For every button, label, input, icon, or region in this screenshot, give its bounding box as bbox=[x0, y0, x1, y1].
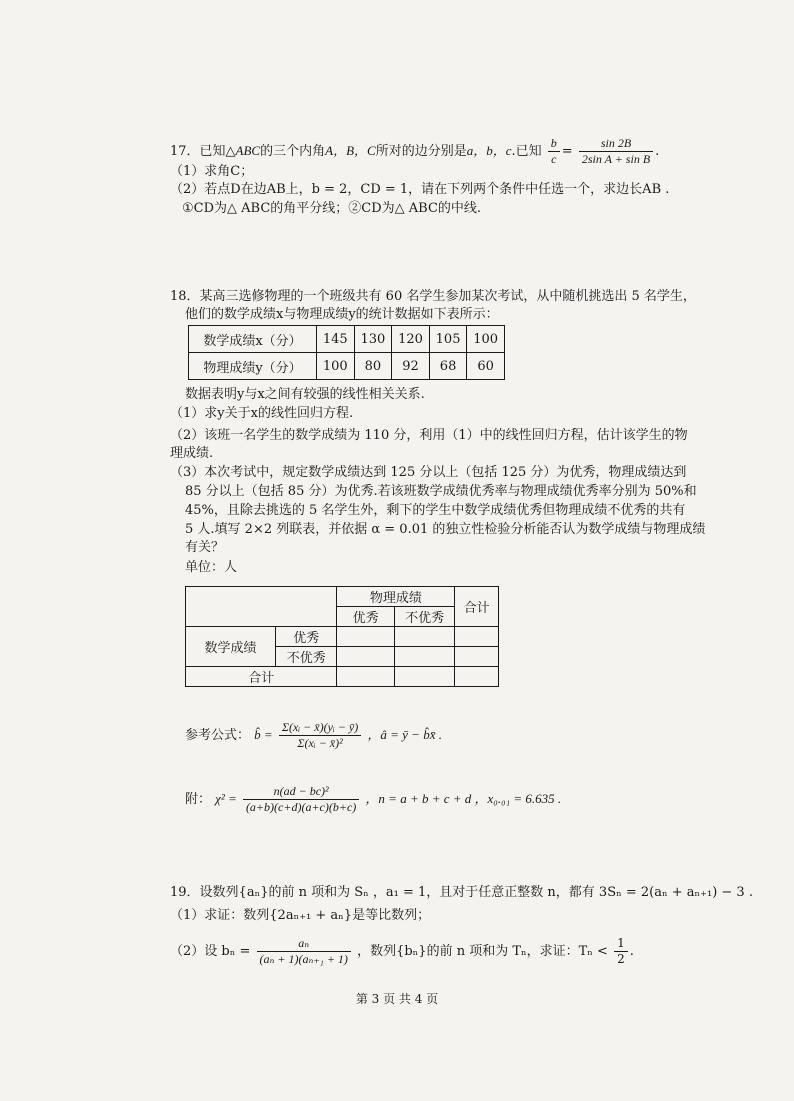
table-row-not-excellent: 不优秀 bbox=[276, 647, 337, 667]
blank-cell[interactable] bbox=[455, 647, 499, 667]
q17-stem: 17．已知△ABC的三个内角A，B，C所对的边分别是a，b，c.已知 $\frac{b}{c}$ = $\frac{\sin 2B}{\text{2sin A + sin B}}$ . bbox=[170, 136, 660, 166]
q18-stem-line1: 18．某高三选修物理的一个班级共有 60 名学生参加某次考试，从中随机挑选出 5 名学生， bbox=[170, 289, 696, 304]
blank-cell[interactable] bbox=[394, 667, 454, 687]
blank-cell[interactable] bbox=[394, 627, 454, 647]
q19-part1: （1）求证：数列{2aₙ₊₁ + aₙ}是等比数列； bbox=[170, 908, 431, 923]
table-cell: 130 bbox=[354, 326, 392, 353]
table-header-total: 合计 bbox=[455, 587, 499, 627]
q18-unit: 单位：人 bbox=[185, 560, 238, 575]
q18-reference-formula: 参考公式： b̂ = $\frac{\text{Σ(xᵢ − x̄)(yᵢ − ȳ)}}{\text{Σ(xᵢ − x̄)²}}$ ，â = ȳ − b̂x̄ . bbox=[185, 720, 442, 750]
table-row-label-math: 数学成绩x（分） bbox=[189, 326, 317, 353]
table-cell: 105 bbox=[429, 326, 467, 353]
table-header-physics: 物理成绩 bbox=[337, 587, 455, 607]
q18-part1: （1）求y关于x的线性回归方程. bbox=[170, 406, 354, 421]
q18-part3-line3: 45%，且除去挑选的 5 名学生外，剩下的学生中数学成绩优秀但物理成绩不优秀的共有 bbox=[185, 503, 686, 518]
q18-part3-line5: 有关？ bbox=[185, 540, 225, 555]
table-row-header-math: 数学成绩 bbox=[186, 627, 276, 667]
q18-note: 数据表明y与x之间有较强的线性相关关系. bbox=[185, 387, 425, 402]
q19-part2: （2）设 bₙ = $\frac{\text{aₙ}}{\text{(aₙ + 1)(aₙ₊₁ + 1)}}$ ，数列{bₙ}的前 n 项和为 Tₙ，求证：Tₙ < $\frac{1}{2}$ . bbox=[170, 936, 634, 966]
table-cell: 60 bbox=[467, 353, 505, 380]
q18-part2-line1: （2）该班一名学生的数学成绩为 110 分，利用（1）中的线性回归方程，估计该学生的物 bbox=[170, 428, 688, 443]
blank-cell[interactable] bbox=[337, 627, 394, 647]
q17-part1: （1）求角C； bbox=[170, 164, 254, 179]
blank-cell[interactable] bbox=[337, 647, 394, 667]
blank-cell[interactable] bbox=[337, 667, 394, 687]
table-header-not-excellent: 不优秀 bbox=[394, 607, 454, 627]
table-cell: 100 bbox=[317, 353, 355, 380]
q17-options: ①CD为△ ABC的角平分线；②CD为△ ABC的中线. bbox=[182, 201, 482, 216]
q18-part2-line2: 理成绩. bbox=[170, 446, 214, 461]
q17-part2: （2）若点D在边AB上，b = 2，CD = 1，请在下列两个条件中任选一个，求边长AB . bbox=[170, 182, 670, 197]
blank-cell[interactable] bbox=[455, 667, 499, 687]
blank-cell[interactable] bbox=[455, 627, 499, 647]
q18-part3-line2: 85 分以上（包括 85 分）为优秀.若该班数学成绩优秀率与物理成绩优秀率分别为 50%和 bbox=[185, 484, 697, 499]
table-cell: 120 bbox=[392, 326, 430, 353]
table-cell: 80 bbox=[354, 353, 392, 380]
table-row-total: 合计 bbox=[186, 667, 337, 687]
bn-fraction: $\frac{\text{aₙ}}{\text{(aₙ + 1)(aₙ₊₁ + 1)}}$ bbox=[257, 936, 351, 967]
q18-part3-line1: （3）本次考试中，规定数学成绩达到 125 分以上（包括 125 分）为优秀，物理成绩达到 bbox=[170, 465, 687, 480]
one-half-fraction: $\frac{1}{2}$ bbox=[614, 936, 628, 967]
chi-square-fraction: $\frac{\text{n(ad − bc)²}}{(a+b)(c+d)(a+c)(b+c)}$ bbox=[243, 784, 359, 815]
regression-slope-fraction: $\frac{\text{Σ(xᵢ − x̄)(yᵢ − ȳ)}}{\text{Σ(xᵢ − x̄)²}}$ bbox=[279, 720, 361, 751]
q17-fraction-sin: $\frac{\sin 2B}{\text{2sin A + sin B}}$ bbox=[579, 136, 653, 167]
table-header-excellent: 优秀 bbox=[337, 607, 394, 627]
table-corner-cell bbox=[186, 587, 337, 627]
table-cell: 68 bbox=[429, 353, 467, 380]
q19-stem: 19．设数列{aₙ}的前 n 项和为 Sₙ ，a₁ = 1，且对于任意正整数 n，都有 3Sₙ = 2(aₙ + aₙ₊₁) − 3 . bbox=[170, 885, 753, 900]
q18-chi-formula: 附： χ² = $\frac{\text{n(ad − bc)²}}{(a+b)(c+d)(a+c)(b+c)}$ ，n = a + b + c + d ，x₀.₀₁ = 6.635 . bbox=[185, 784, 562, 814]
table-row-label-physics: 物理成绩y（分） bbox=[189, 353, 317, 380]
table-cell: 92 bbox=[392, 353, 430, 380]
q18-stem-line2: 他们的数学成绩x与物理成绩y的统计数据如下表所示： bbox=[185, 307, 499, 322]
table-row-excellent: 优秀 bbox=[276, 627, 337, 647]
table-cell: 100 bbox=[467, 326, 505, 353]
table-cell: 145 bbox=[317, 326, 355, 353]
blank-cell[interactable] bbox=[394, 647, 454, 667]
q18-part3-line4: 5 人.填写 2×2 列联表，并依据 α = 0.01 的独立性检验分析能否认为数学成绩与物理成绩 bbox=[185, 522, 706, 537]
q18-contingency-table bbox=[185, 586, 499, 687]
q18-data-table bbox=[188, 325, 505, 380]
page-footer: 第 3 页 共 4 页 bbox=[355, 992, 439, 1006]
q17-fraction-b-over-c: $\frac{b}{c}$ bbox=[548, 136, 560, 167]
